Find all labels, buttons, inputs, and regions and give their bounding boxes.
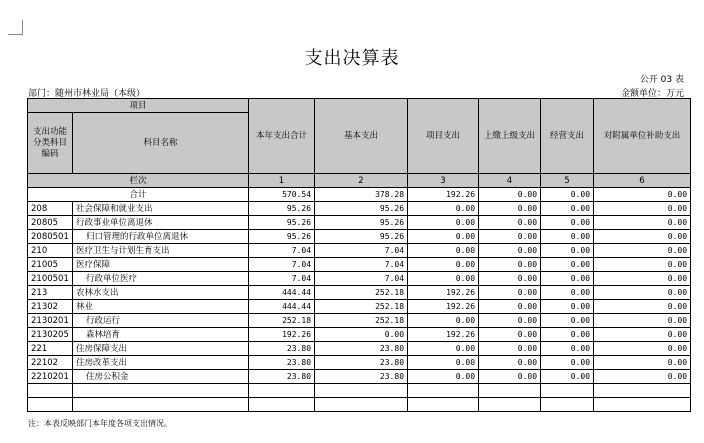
row-code: 21005 [28, 258, 73, 272]
header-subsidy: 对附属单位补助支出 [594, 99, 691, 174]
blank-cell [594, 398, 691, 412]
header-row-1 [28, 99, 691, 113]
row-value: 23.80 [315, 356, 408, 370]
row-value: 0.00 [594, 300, 691, 314]
row-value: 23.80 [315, 370, 408, 384]
row-value: 0.00 [541, 342, 594, 356]
total-label: 合计 [28, 188, 249, 202]
blank-cell [541, 384, 594, 398]
row-value: 0.00 [479, 286, 541, 300]
row-code: 210 [28, 244, 73, 258]
row-value: 0.00 [408, 230, 479, 244]
row-subject-name: 社会保障和就业支出 [73, 202, 249, 216]
table-note: 注：本表反映部门本年度各项支出情况。 [28, 419, 172, 428]
row-value: 0.00 [541, 202, 594, 216]
row-value: 0.00 [408, 314, 479, 328]
row-subject-name: 行政事业单位离退休 [73, 216, 249, 230]
row-value: 252.18 [315, 314, 408, 328]
amount-unit-label: 金额单位：万元 [620, 89, 684, 99]
header-subject-name: 科目名称 [73, 113, 249, 174]
row-value: 0.00 [541, 244, 594, 258]
public-table-number: 公开 03 表 [639, 75, 684, 85]
blank-cell [479, 384, 541, 398]
header-business: 经营支出 [541, 99, 594, 174]
row-value: 0.00 [541, 314, 594, 328]
table-row [28, 244, 691, 258]
blank-cell [594, 384, 691, 398]
row-value: 0.00 [408, 356, 479, 370]
blank-cell [315, 384, 408, 398]
row-value: 0.00 [479, 230, 541, 244]
row-value: 252.18 [249, 314, 315, 328]
row-value: 0.00 [479, 370, 541, 384]
row-value: 0.00 [594, 314, 691, 328]
row-value: 0.00 [479, 272, 541, 286]
table-row [28, 258, 691, 272]
row-value: 0.00 [408, 258, 479, 272]
total-value: 0.00 [541, 188, 594, 202]
row-value: 192.26 [408, 286, 479, 300]
row-subject-name: 林业 [73, 300, 249, 314]
row-code: 208 [28, 202, 73, 216]
row-value: 0.00 [408, 216, 479, 230]
row-value: 0.00 [541, 272, 594, 286]
row-code: 2100501 [28, 272, 73, 286]
row-value: 0.00 [594, 370, 691, 384]
row-value: 0.00 [408, 370, 479, 384]
row-value: 95.26 [315, 216, 408, 230]
total-value: 0.00 [479, 188, 541, 202]
order-row [28, 174, 691, 188]
blank-cell [541, 398, 594, 412]
row-value: 0.00 [408, 342, 479, 356]
row-value: 7.04 [315, 272, 408, 286]
order-num: 1 [249, 174, 315, 188]
row-value: 0.00 [541, 356, 594, 370]
row-value: 7.04 [315, 244, 408, 258]
order-num: 5 [541, 174, 594, 188]
row-code: 221 [28, 342, 73, 356]
row-value: 0.00 [541, 328, 594, 342]
row-value: 95.26 [249, 230, 315, 244]
row-value: 0.00 [594, 272, 691, 286]
total-value: 0.00 [594, 188, 691, 202]
blank-cell [249, 384, 315, 398]
row-value: 23.80 [315, 342, 408, 356]
row-value: 444.44 [249, 286, 315, 300]
table-row [28, 300, 691, 314]
page-title: 支出决算表 [304, 48, 400, 69]
total-value: 570.54 [249, 188, 315, 202]
row-code: 2210201 [28, 370, 73, 384]
row-value: 0.00 [408, 272, 479, 286]
department-label: 部门：随州市林业局（本级） [28, 89, 146, 99]
row-value: 252.18 [315, 300, 408, 314]
row-value: 0.00 [479, 342, 541, 356]
total-value: 192.26 [408, 188, 479, 202]
blank-cell [73, 384, 249, 398]
header-project: 项目 [28, 99, 249, 113]
order-num: 3 [408, 174, 479, 188]
row-value: 23.80 [249, 342, 315, 356]
blank-cell [73, 398, 249, 412]
row-subject-name: 住房公积金 [73, 370, 249, 384]
row-value: 252.18 [315, 286, 408, 300]
order-num: 4 [479, 174, 541, 188]
row-subject-name: 行政单位医疗 [73, 272, 249, 286]
header-total: 本年支出合计 [249, 99, 315, 174]
row-subject-name: 归口管理的行政单位离退休 [73, 230, 249, 244]
row-value: 0.00 [315, 328, 408, 342]
row-value: 7.04 [315, 258, 408, 272]
row-value: 7.04 [249, 244, 315, 258]
row-value: 95.26 [249, 216, 315, 230]
blank-cell [28, 398, 73, 412]
table-row [28, 216, 691, 230]
table-row [28, 202, 691, 216]
row-value: 0.00 [594, 328, 691, 342]
order-num: 2 [315, 174, 408, 188]
header-func-class: 支出功能分类科目编码 [28, 113, 73, 174]
row-value: 0.00 [541, 300, 594, 314]
row-code: 20805 [28, 216, 73, 230]
row-value: 23.80 [249, 370, 315, 384]
row-code: 2130201 [28, 314, 73, 328]
row-subject-name: 住房改革支出 [73, 356, 249, 370]
row-value: 0.00 [479, 300, 541, 314]
row-subject-name: 农林水支出 [73, 286, 249, 300]
header-upper: 上缴上级支出 [479, 99, 541, 174]
row-value: 192.26 [408, 328, 479, 342]
total-value: 378.28 [315, 188, 408, 202]
blank-row [28, 384, 691, 398]
order-num: 6 [594, 174, 691, 188]
row-value: 0.00 [479, 328, 541, 342]
table-row [28, 370, 691, 384]
row-code: 22102 [28, 356, 73, 370]
blank-cell [408, 398, 479, 412]
row-value: 0.00 [479, 314, 541, 328]
row-subject-name: 住房保障支出 [73, 342, 249, 356]
row-value: 0.00 [479, 216, 541, 230]
row-value: 0.00 [408, 202, 479, 216]
row-value: 0.00 [479, 258, 541, 272]
blank-cell [249, 398, 315, 412]
table-row [28, 328, 691, 342]
blank-row [28, 398, 691, 412]
row-value: 95.26 [249, 202, 315, 216]
table-row [28, 314, 691, 328]
table-row [28, 272, 691, 286]
page-corner-mark [8, 20, 23, 35]
order-label: 栏次 [28, 174, 249, 188]
row-value: 0.00 [594, 216, 691, 230]
header-project-expense: 项目支出 [408, 99, 479, 174]
row-value: 0.00 [594, 230, 691, 244]
row-value: 192.26 [249, 328, 315, 342]
row-subject-name: 行政运行 [73, 314, 249, 328]
row-subject-name: 医疗保障 [73, 258, 249, 272]
row-value: 0.00 [541, 370, 594, 384]
table-row [28, 356, 691, 370]
row-value: 0.00 [541, 230, 594, 244]
row-value: 0.00 [541, 258, 594, 272]
row-value: 0.00 [479, 202, 541, 216]
row-value: 0.00 [541, 216, 594, 230]
row-value: 7.04 [249, 258, 315, 272]
table-row [28, 230, 691, 244]
table-row [28, 342, 691, 356]
row-value: 0.00 [408, 244, 479, 258]
row-value: 95.26 [315, 230, 408, 244]
blank-cell [315, 398, 408, 412]
row-value: 0.00 [594, 286, 691, 300]
row-value: 0.00 [594, 244, 691, 258]
row-code: 213 [28, 286, 73, 300]
row-value: 0.00 [594, 356, 691, 370]
table-row [28, 286, 691, 300]
blank-cell [479, 398, 541, 412]
row-subject-name: 医疗卫生与计划生育支出 [73, 244, 249, 258]
row-value: 192.26 [408, 300, 479, 314]
total-row [28, 188, 691, 202]
header-basic: 基本支出 [315, 99, 408, 174]
row-value: 23.80 [249, 356, 315, 370]
blank-cell [28, 384, 73, 398]
expenditure-table [27, 98, 691, 412]
row-value: 7.04 [249, 272, 315, 286]
blank-cell [408, 384, 479, 398]
row-value: 0.00 [594, 202, 691, 216]
row-value: 95.26 [315, 202, 408, 216]
row-code: 21302 [28, 300, 73, 314]
row-code: 2080501 [28, 230, 73, 244]
row-subject-name: 森林培育 [73, 328, 249, 342]
row-value: 0.00 [594, 258, 691, 272]
row-value: 0.00 [479, 356, 541, 370]
row-value: 444.44 [249, 300, 315, 314]
row-value: 0.00 [594, 342, 691, 356]
row-value: 0.00 [541, 286, 594, 300]
row-value: 0.00 [479, 244, 541, 258]
row-code: 2130205 [28, 328, 73, 342]
